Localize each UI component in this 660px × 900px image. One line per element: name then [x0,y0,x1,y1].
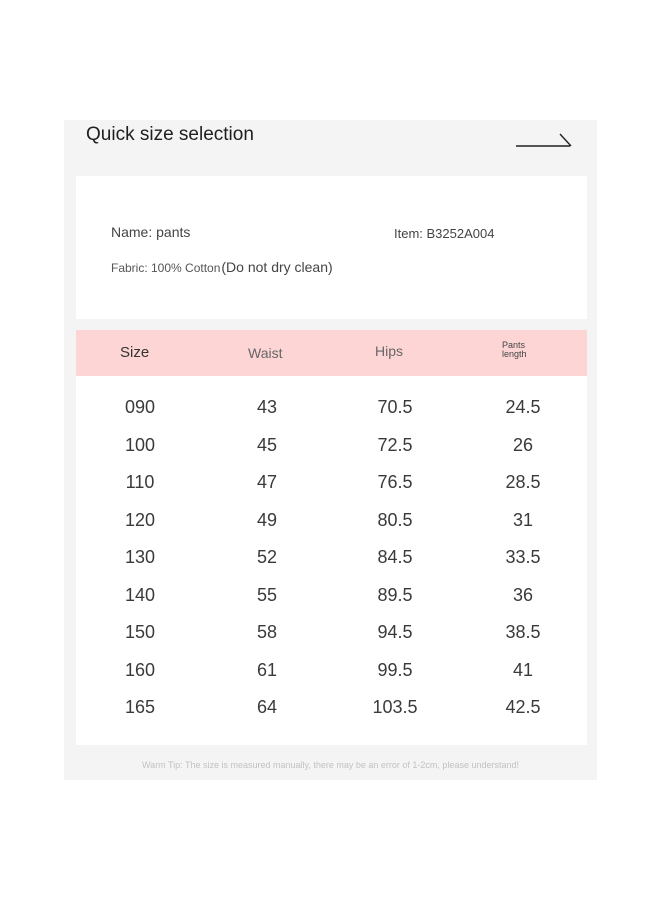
table-row [76,651,587,689]
cell-size: 110 [125,472,155,492]
care-note: (Do not dry clean) [221,259,333,275]
table-body [76,388,587,726]
cell-waist: 43 [256,397,278,417]
cell-hips: 103.5 [372,697,418,717]
table-row [76,688,587,726]
table-header [76,330,587,376]
cell-size: 140 [124,584,156,605]
cell-hips: 84.5 [377,547,413,567]
cell-hips: 70.5 [377,397,413,417]
cell-waist: 45 [256,434,278,455]
cell-hips: 72.5 [377,434,413,455]
cell-hips: 80.5 [377,509,413,530]
table-row [76,576,587,614]
cell-hips: 89.5 [377,584,413,605]
cell-pants-length: 41 [512,659,534,680]
table-row [76,463,587,501]
size-chart-panel [64,120,597,780]
cell-pants-length: 38.5 [505,622,541,642]
table-row [76,426,587,464]
product-name: Name: pants [111,224,191,240]
cell-pants-length: 33.5 [505,547,541,567]
cell-waist: 58 [256,622,278,642]
cell-waist: 64 [256,697,278,717]
cell-size: 130 [124,547,156,567]
cell-size: 100 [124,434,156,455]
size-table [76,330,587,745]
column-header-hips: Hips [375,343,404,359]
cell-waist: 52 [256,547,278,567]
table-row [76,501,587,539]
warm-tip: Warm Tip: The size is measured manually, there may be an error of 1-2cm, please understand! [141,760,519,770]
cell-size: 090 [124,397,156,417]
table-row [76,613,587,651]
cell-pants-length: 26 [512,434,534,455]
column-header-pants-length: Pants length [502,340,527,359]
cell-size: 165 [124,697,156,717]
page-title: Quick size selection [86,124,254,145]
table-row [76,388,587,426]
item-number: Item: B3252A004 [394,226,495,241]
cell-size: 150 [124,622,156,642]
fabric-text: Fabric: 100% Cotton [111,261,221,275]
column-header-waist: Waist [248,345,283,361]
product-info-card [76,176,587,319]
column-header-size: Size [120,344,150,361]
cell-waist: 55 [256,584,278,605]
cell-waist: 47 [256,472,278,492]
fabric-info [111,259,333,275]
cell-pants-length: 36 [512,584,534,605]
cell-waist: 61 [256,659,278,680]
arrow-right-icon[interactable] [514,130,574,150]
cell-pants-length: 28.5 [505,472,541,492]
cell-size: 160 [124,659,156,680]
cell-hips: 94.5 [377,622,413,642]
cell-hips: 76.5 [377,472,413,492]
cell-size: 120 [124,509,156,530]
cell-hips: 99.5 [377,659,413,680]
cell-pants-length: 31 [512,509,534,530]
cell-pants-length: 24.5 [505,397,541,417]
cell-waist: 49 [256,509,278,530]
table-row [76,538,587,576]
cell-pants-length: 42.5 [505,697,541,717]
